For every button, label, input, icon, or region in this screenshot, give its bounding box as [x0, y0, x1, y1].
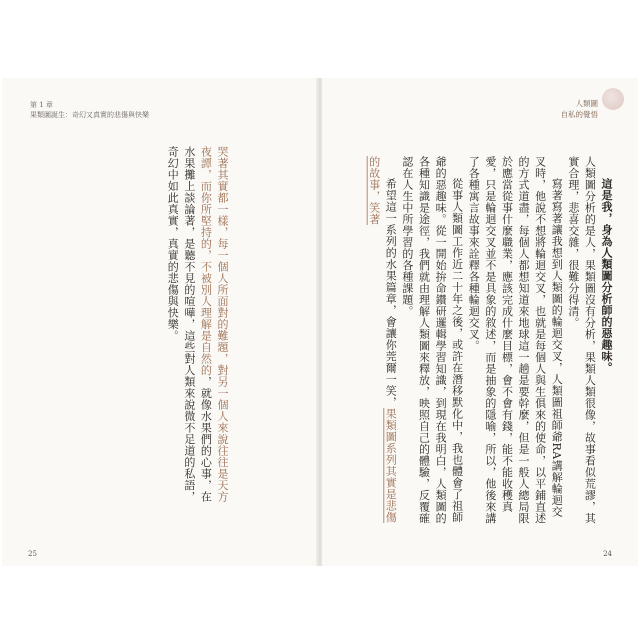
right-page	[322, 78, 638, 566]
chapter-label: 第 1 章	[30, 101, 53, 109]
paragraph-2: 寫著寫著讓我想到人類圖的輪迴交叉，人類圖祖師爺RA講解輪迴交叉時，他說不想將輪迴交叉，也就是每個人與生俱來的使命，以平鋪直述的方式道盡，每個人都想知道來地球這一趟是要幹麼，但是一般人總局限於應當從事什麼職業，應該完成什麼目標，會不會有錢，能不能收穫真愛，只是輪迴交叉並不是具象的敘述，而是抽象的隱喻，所以，他後來講了各種寓言故事來詮釋各種輪迴交叉。	[467, 156, 564, 524]
paragraph-4-plain: 希望這一系列的水果篇章，會讓你莞爾一笑，	[384, 178, 398, 408]
paragraph-3: 從事人類圖工作近二十年之後，或許在潛移默化中，我也體會了祖師爺的惡趣味。從一開始拚命鑽研邏輯學習知識，到現在我明白，人類圖的各種知識是途徑，我們就由理解人類圖來釋放，映照自己的體驗，反覆確認在人生中所學習的各種課題。	[400, 156, 464, 524]
right-running-header	[561, 98, 599, 120]
chapter-title: 果類圖誕生：奇幻又真實的悲傷與快樂	[30, 111, 149, 119]
left-highlight-text: 哭著其實都一樣，每一個人所面對的難題，對另一個人來說往往是天方夜譚，而你所堅持的，不被別人理解是自然的	[199, 146, 229, 503]
paragraph-4	[365, 156, 398, 528]
book-title: 人類圖	[575, 99, 598, 108]
seal-circle-icon	[602, 88, 624, 110]
right-page-number: 24	[603, 550, 612, 558]
opening-line: 這是我，身為人類圖分析師的惡趣味。	[600, 178, 613, 374]
left-page-number: 25	[28, 550, 37, 558]
right-body-text	[367, 156, 614, 528]
left-plain-text: ，就像水果們的心事，在水果攤上談論著，是聽不見的喧嘩，這些對人類來說微不足道的私語，奇幻中如此真實，真實的悲傷與快樂。	[166, 146, 213, 503]
paragraph-4-highlight: 果類圖系列其實是悲傷的故事，笑著	[367, 156, 398, 523]
left-running-header	[30, 100, 149, 120]
book-spread	[2, 78, 638, 566]
paragraph-1: 人類圖分析的是人，果類圖沒有分析，果類人類很像，故事看似荒謬，其實合理，悲喜交雜，很難分得清。	[566, 156, 597, 524]
left-body-text	[102, 146, 230, 512]
left-paragraph	[164, 146, 230, 512]
left-page	[2, 78, 318, 566]
book-subtitle: 自私的覺悟	[560, 110, 598, 119]
